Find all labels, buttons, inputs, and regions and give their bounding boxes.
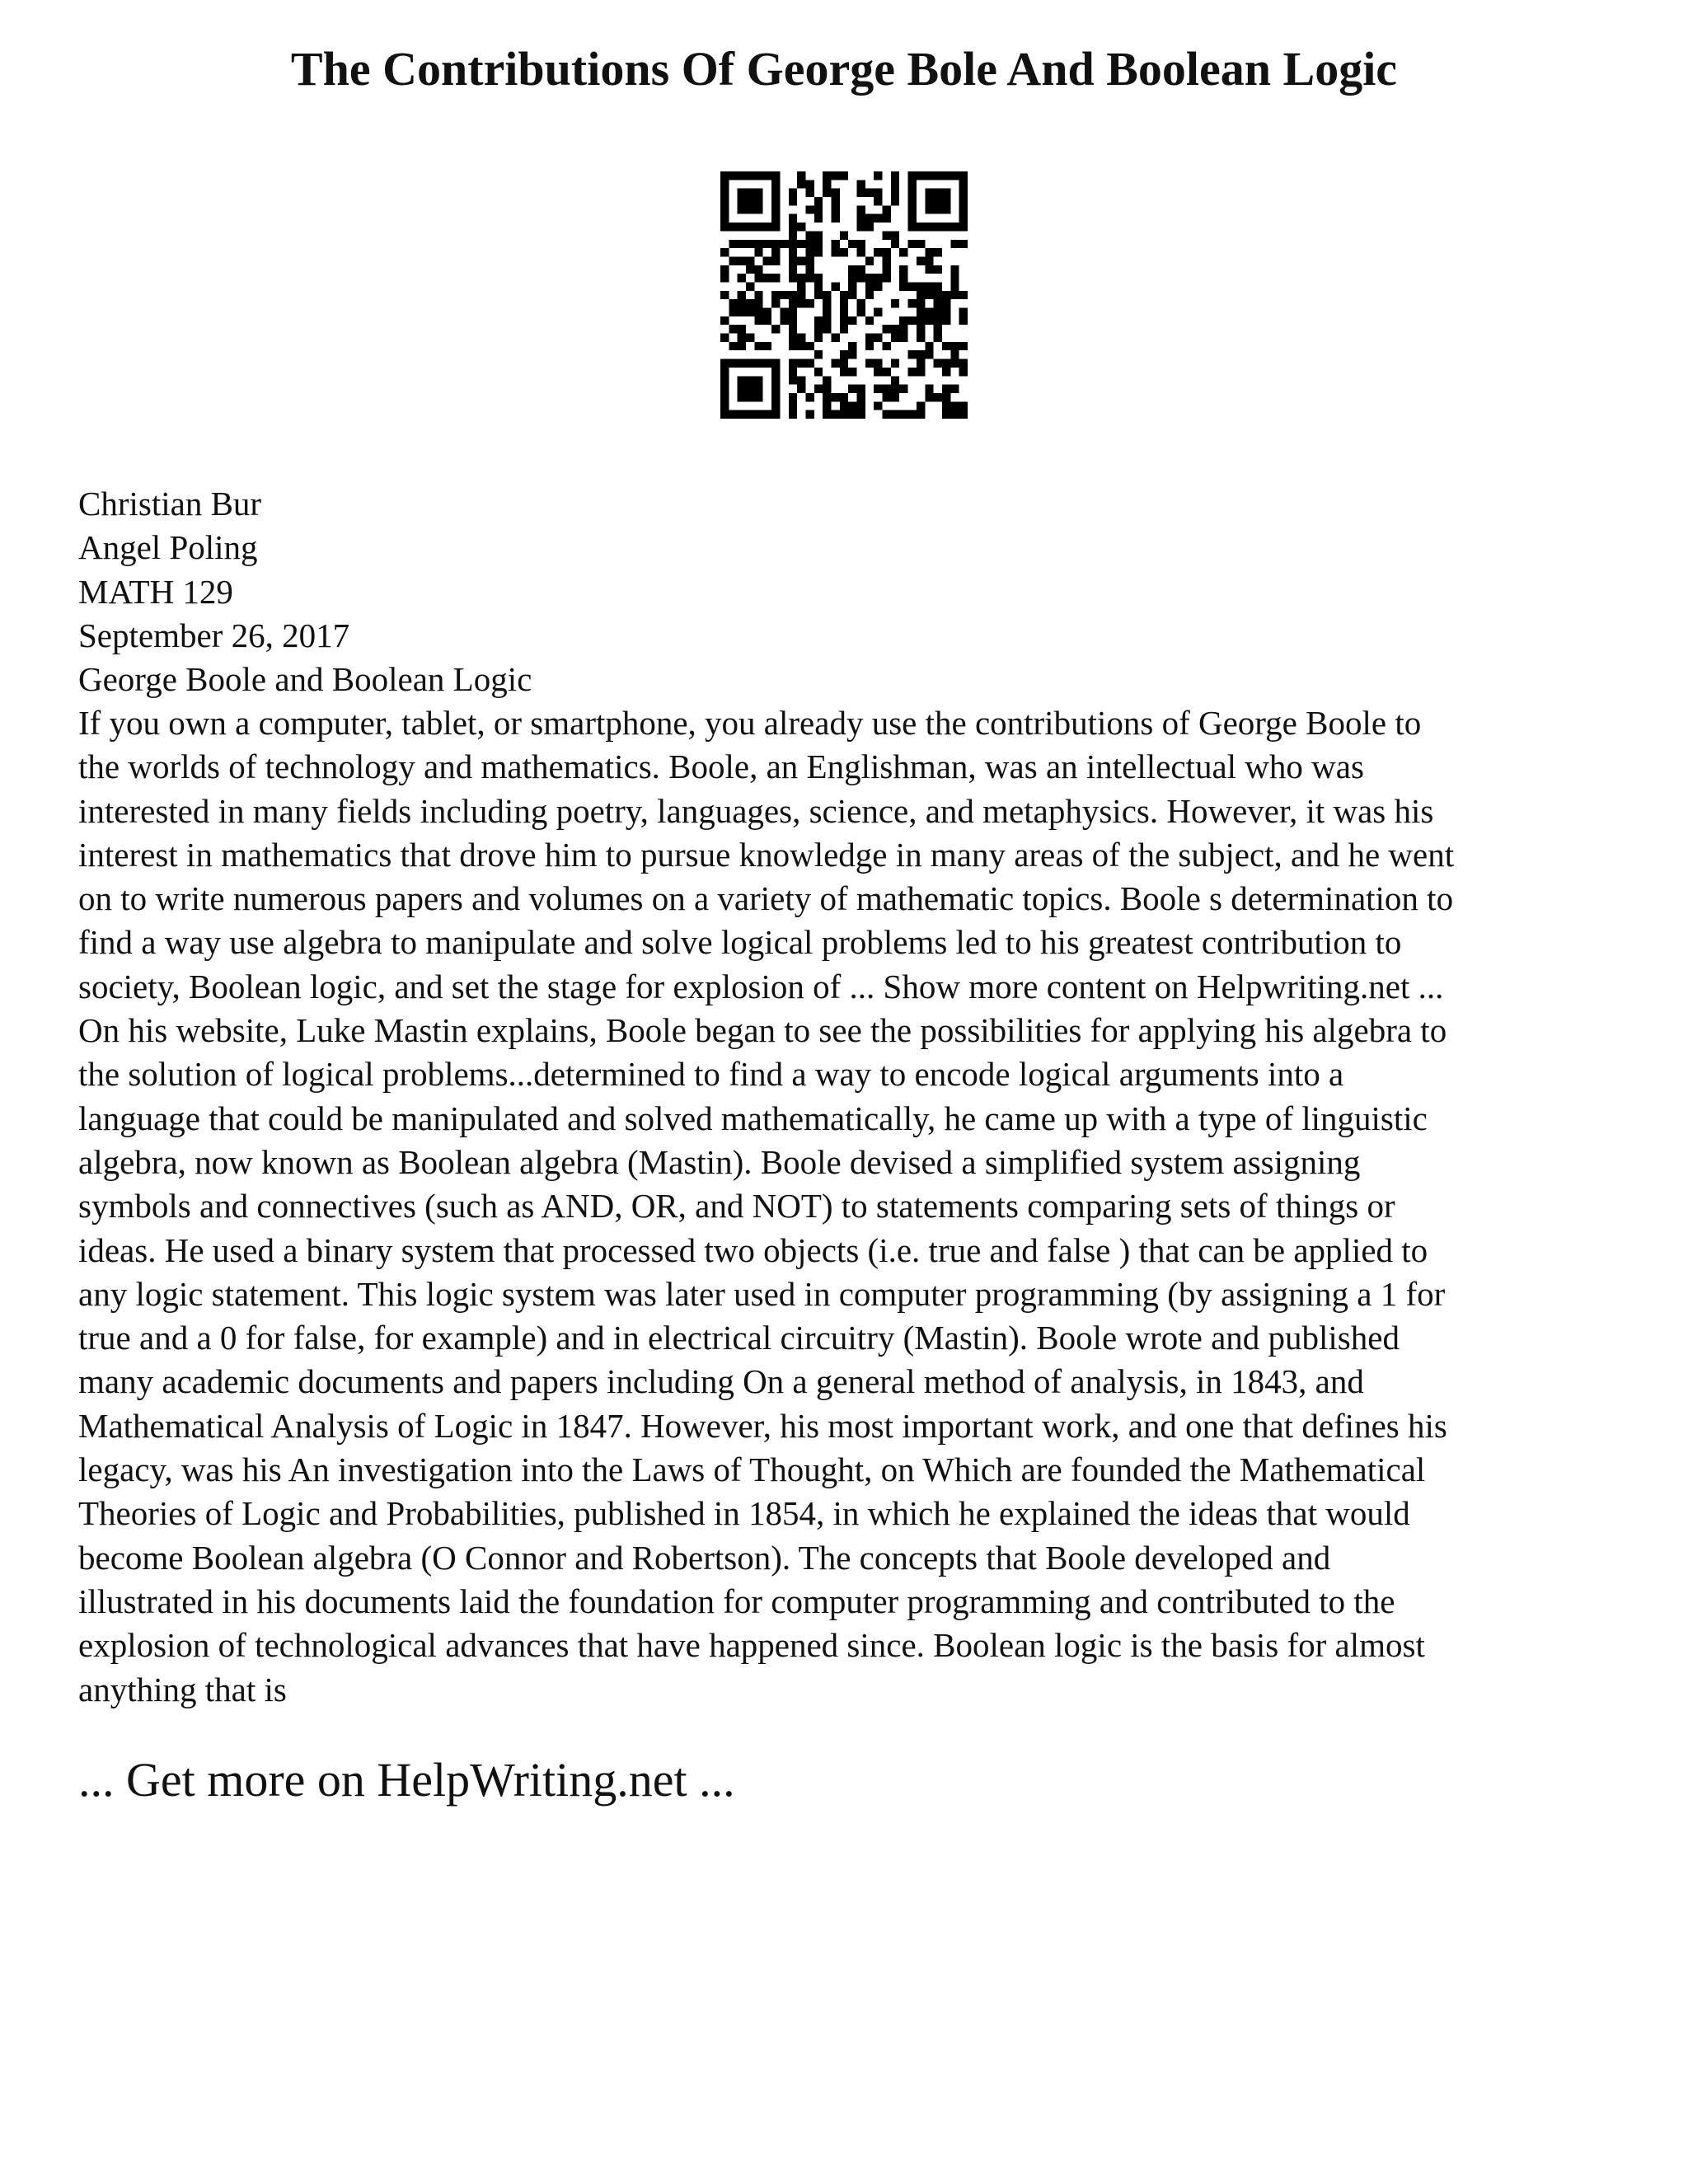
essay-title: George Boole and Boolean Logic: [78, 660, 532, 699]
body-line: On his website, Luke Mastin explains, Boole began to see the possibilities for applying his algebra to: [78, 1011, 1447, 1050]
qr-code-icon: [720, 171, 968, 419]
body-line: explosion of technological advances that have happened since. Boolean logic is the basis for almost: [78, 1626, 1425, 1665]
essay-date: September 26, 2017: [78, 616, 350, 654]
body-line: illustrated in his documents laid the foundation for computer programming and contributed to the: [78, 1582, 1395, 1620]
body-line: any logic statement. This logic system was later used in computer programming (by assigning a 1 for: [78, 1274, 1446, 1313]
body-line: on to write numerous papers and volumes on a variety of mathematic topics. Boole s determination to: [78, 879, 1454, 918]
body-line: become Boolean algebra (O Connor and Robertson). The concepts that Boole developed and: [78, 1538, 1331, 1577]
body-line: If you own a computer, tablet, or smartphone, you already use the contributions of George Boole to: [78, 704, 1422, 742]
body-line: true and a 0 for false, for example) and in electrical circuitry (Mastin). Boole wrote and published: [78, 1319, 1400, 1357]
body-line: legacy, was his An investigation into the Laws of Thought, on Which are founded the Mathematical: [78, 1451, 1426, 1489]
essay-header: [78, 482, 1611, 701]
author-name: Christian Bur: [78, 485, 262, 523]
body-line: ideas. He used a binary system that processed two objects (i.e. true and false ) that can be applied to: [78, 1230, 1428, 1269]
body-line: interested in many fields including poetry, languages, science, and metaphysics. However, it was his: [78, 791, 1434, 830]
body-line: Mathematical Analysis of Logic in 1847. However, his most important work, and one that defines his: [78, 1406, 1447, 1445]
body-line: the solution of logical problems...determined to find a way to encode logical arguments into a: [78, 1055, 1344, 1094]
page-title: The Contributions Of George Bole And Boolean Logic: [290, 42, 1398, 96]
body-line: Theories of Logic and Probabilities, published in 1854, in which he explained the ideas that would: [78, 1494, 1410, 1533]
body-line: society, Boolean logic, and set the stage for explosion of ... Show more content on Helpwriting.net ...: [78, 967, 1444, 1005]
body-line: algebra, now known as Boolean algebra (Mastin). Boole devised a simplified system assigning: [78, 1142, 1361, 1181]
course-name: MATH 129: [78, 572, 233, 611]
body-line: interest in mathematics that drove him to pursue knowledge in many areas of the subject, and he went: [78, 835, 1455, 874]
essay-body: [78, 701, 1611, 1712]
body-line: find a way use algebra to manipulate and solve logical problems led to his greatest contribution to: [78, 923, 1402, 962]
instructor-name: Angel Poling: [78, 528, 258, 567]
get-more-link[interactable]: ... Get more on HelpWriting.net ...: [78, 1753, 735, 1807]
body-line: symbols and connectives (such as AND, OR, and NOT) to statements comparing sets of things or: [78, 1187, 1395, 1226]
body-line: anything that is: [78, 1670, 287, 1708]
body-line: the worlds of technology and mathematics. Boole, an Englishman, was an intellectual who was: [78, 748, 1364, 786]
body-line: many academic documents and papers including On a general method of analysis, in 1843, and: [78, 1362, 1364, 1401]
body-line: language that could be manipulated and solved mathematically, he came up with a type of linguistic: [78, 1099, 1428, 1137]
